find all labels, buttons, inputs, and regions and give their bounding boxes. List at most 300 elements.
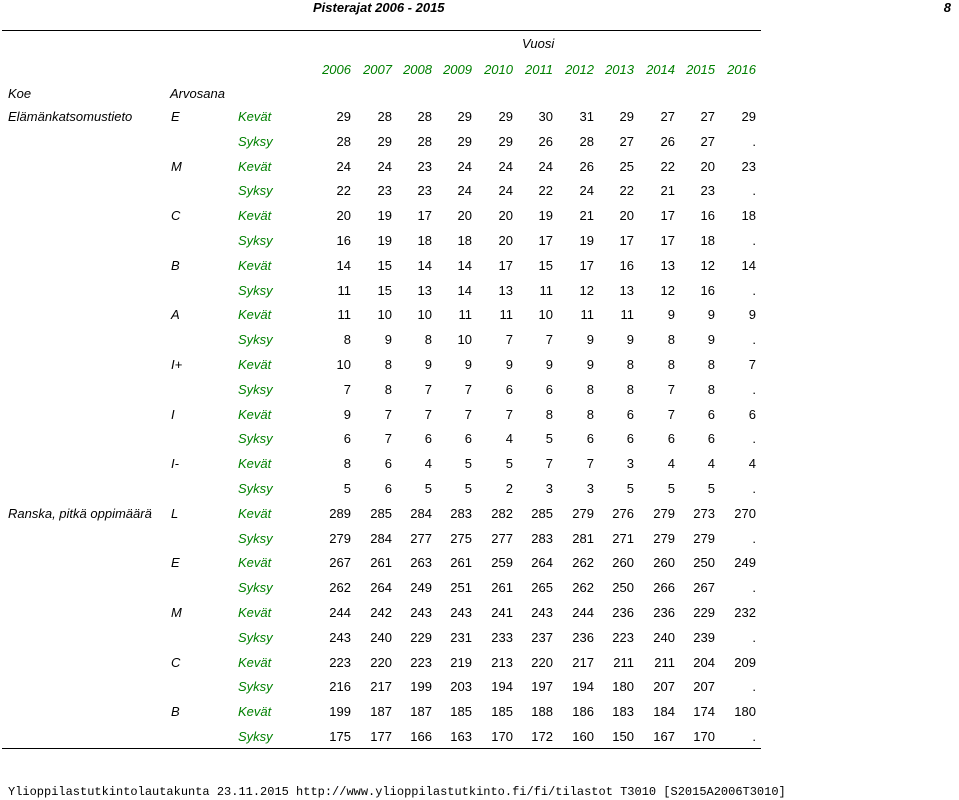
year-header: 2016 [727, 62, 756, 77]
score-cell: 11 [458, 307, 472, 323]
score-cell: 177 [370, 728, 392, 744]
score-cell: 20 [619, 208, 634, 224]
term-label: Syksy [238, 679, 273, 695]
score-cell: 5 [505, 456, 513, 472]
score-cell: 216 [329, 679, 351, 695]
year-header: 2010 [484, 62, 513, 77]
score-cell: 17 [619, 232, 634, 248]
score-cell: 20 [336, 208, 351, 224]
score-cell: 16 [336, 232, 351, 248]
score-cell: 21 [660, 183, 675, 199]
column-header-koe: Koe [8, 86, 32, 101]
score-cell: 24 [498, 183, 513, 199]
score-cell: 27 [700, 109, 715, 124]
term-label: Kevät [238, 456, 272, 472]
score-cell: 24 [457, 158, 472, 174]
score-cell: 4 [748, 456, 756, 472]
score-cell: 14 [457, 257, 472, 273]
score-cell: 3 [545, 480, 553, 496]
score-cell: 14 [741, 257, 756, 273]
score-cell: 15 [377, 282, 392, 298]
score-cell: 29 [377, 133, 392, 149]
score-cell: 8 [667, 356, 675, 372]
score-cell: 160 [572, 728, 594, 744]
score-cell: . [752, 282, 756, 298]
score-cell: 17 [660, 232, 675, 248]
score-cell: 10 [336, 356, 351, 372]
score-cell: 8 [586, 406, 594, 422]
score-cell: 18 [741, 208, 756, 224]
term-label: Syksy [238, 332, 273, 348]
score-cell: 285 [370, 505, 392, 521]
score-cell: 231 [450, 629, 472, 645]
score-cell: 18 [700, 232, 715, 248]
score-cell: 24 [579, 183, 594, 199]
score-cell: . [752, 580, 756, 596]
footer-source: Ylioppilastutkintolautakunta 23.11.2015 http://www.ylioppilastutkinto.fi/fi/tilastot T3010 [S2015A2006T3010] [8, 785, 786, 799]
score-cell: 6 [505, 381, 513, 397]
score-cell: 22 [538, 183, 553, 199]
term-label: Syksy [238, 580, 273, 596]
score-cell: 17 [498, 257, 513, 273]
score-cell: 11 [539, 282, 553, 298]
year-header: 2011 [525, 62, 553, 77]
score-cell: 6 [707, 406, 715, 422]
score-cell: 6 [464, 431, 472, 447]
score-cell: 9 [707, 332, 715, 348]
score-cell: 6 [343, 431, 351, 447]
score-cell: 29 [457, 109, 472, 124]
score-cell: 9 [464, 356, 472, 372]
grade-label: B [171, 704, 180, 720]
score-cell: 7 [505, 406, 513, 422]
table-row [0, 507, 959, 532]
grade-label: A [171, 307, 180, 323]
score-cell: 24 [336, 158, 351, 174]
grade-label: C [171, 208, 181, 224]
score-cell: 15 [377, 257, 392, 273]
score-cell: 5 [424, 480, 432, 496]
score-cell: 267 [329, 555, 351, 571]
score-cell: 26 [538, 133, 553, 149]
score-cell: 170 [491, 728, 513, 744]
score-cell: 187 [410, 704, 432, 720]
table-row [0, 209, 959, 234]
score-cell: 26 [579, 158, 594, 174]
score-cell: 194 [491, 679, 513, 695]
score-cell: 7 [667, 381, 675, 397]
score-cell: 9 [707, 307, 715, 323]
term-label: Kevät [238, 109, 272, 124]
score-cell: 7 [343, 381, 351, 397]
score-cell: 174 [693, 704, 715, 720]
score-cell: 25 [619, 158, 634, 174]
table-row [0, 656, 959, 681]
term-label: Syksy [238, 183, 273, 199]
score-cell: 6 [384, 456, 392, 472]
score-cell: 9 [586, 356, 594, 372]
score-cell: 16 [619, 257, 634, 273]
score-cell: 29 [498, 109, 513, 124]
score-cell: 23 [377, 183, 392, 199]
score-cell: 277 [410, 530, 432, 546]
score-cell: 183 [612, 704, 634, 720]
score-cell: 220 [370, 654, 392, 670]
score-cell: 24 [538, 158, 553, 174]
term-label: Kevät [238, 555, 272, 571]
score-cell: 283 [450, 505, 472, 521]
score-cell: 8 [667, 332, 675, 348]
table-row [0, 383, 959, 408]
term-label: Kevät [238, 406, 272, 422]
score-cell: 22 [660, 158, 675, 174]
bottom-rule [2, 748, 761, 749]
score-cell: 244 [329, 604, 351, 620]
score-cell: 10 [417, 307, 432, 323]
score-cell: . [752, 431, 756, 447]
score-cell: 261 [491, 580, 513, 596]
score-cell: 217 [572, 654, 594, 670]
score-cell: 260 [653, 555, 675, 571]
score-cell: 204 [693, 654, 715, 670]
table-row [0, 730, 959, 755]
score-cell: 27 [700, 133, 715, 149]
score-cell: 9 [626, 332, 634, 348]
score-cell: 260 [612, 555, 634, 571]
score-cell: 6 [626, 431, 634, 447]
score-cell: 172 [531, 728, 553, 744]
score-cell: 243 [531, 604, 553, 620]
score-cell: 249 [734, 555, 756, 571]
score-cell: 4 [707, 456, 715, 472]
table-row [0, 532, 959, 557]
subject-label: Elämänkatsomustieto [8, 109, 133, 124]
score-cell: 7 [545, 332, 553, 348]
score-cell: 10 [538, 307, 553, 323]
score-cell: 13 [498, 282, 513, 298]
score-cell: 211 [654, 654, 675, 670]
year-header: 2014 [646, 62, 675, 77]
score-cell: 223 [410, 654, 432, 670]
score-cell: 262 [572, 580, 594, 596]
score-cell: 233 [491, 629, 513, 645]
score-cell: 7 [545, 456, 553, 472]
score-cell: 249 [410, 580, 432, 596]
term-label: Kevät [238, 604, 272, 620]
score-cell: 30 [538, 109, 553, 124]
table-row [0, 408, 959, 433]
score-cell: 19 [538, 208, 553, 224]
score-cell: 8 [586, 381, 594, 397]
score-cell: 267 [693, 580, 715, 596]
score-cell: 29 [619, 109, 634, 124]
score-cell: 199 [410, 679, 432, 695]
score-cell: 8 [545, 406, 553, 422]
score-cell: 5 [667, 480, 675, 496]
score-cell: 7 [464, 381, 472, 397]
score-cell: 6 [667, 431, 675, 447]
score-cell: 8 [384, 356, 392, 372]
score-cell: 275 [450, 530, 472, 546]
score-cell: 273 [693, 505, 715, 521]
score-cell: 11 [620, 307, 634, 323]
score-cell: 180 [612, 679, 634, 695]
score-cell: 20 [498, 208, 513, 224]
score-cell: 12 [660, 282, 675, 298]
score-cell: 12 [579, 282, 594, 298]
table-row [0, 234, 959, 259]
score-cell: 16 [700, 282, 715, 298]
table-row [0, 333, 959, 358]
term-label: Syksy [238, 381, 273, 397]
score-cell: 285 [531, 505, 553, 521]
score-cell: 8 [343, 456, 351, 472]
score-cell: 232 [734, 604, 756, 620]
table-row [0, 110, 959, 135]
table-row [0, 606, 959, 631]
score-cell: 5 [626, 480, 634, 496]
term-label: Kevät [238, 654, 272, 670]
score-cell: 3 [586, 480, 594, 496]
score-cell: 7 [505, 332, 513, 348]
table-row [0, 160, 959, 185]
score-cell: 261 [450, 555, 472, 571]
top-rule [2, 30, 761, 31]
score-cell: 239 [693, 629, 715, 645]
score-cell: 264 [370, 580, 392, 596]
score-cell: 207 [653, 679, 675, 695]
term-label: Kevät [238, 505, 272, 521]
grade-label: I [171, 406, 175, 422]
score-cell: 9 [586, 332, 594, 348]
score-cell: 166 [410, 728, 432, 744]
table-row [0, 259, 959, 284]
score-cell: 236 [572, 629, 594, 645]
year-header-row [0, 62, 959, 76]
score-cell: 17 [660, 208, 675, 224]
score-cell: 28 [579, 133, 594, 149]
score-cell: 14 [417, 257, 432, 273]
score-cell: 261 [370, 555, 392, 571]
score-cell: 7 [384, 406, 392, 422]
score-cell: 266 [653, 580, 675, 596]
score-cell: 17 [579, 257, 594, 273]
score-cell: 240 [653, 629, 675, 645]
score-cell: 240 [370, 629, 392, 645]
score-cell: 8 [707, 356, 715, 372]
score-cell: 17 [538, 232, 553, 248]
score-cell: 7 [424, 381, 432, 397]
grade-label: E [171, 109, 180, 124]
grade-label: L [171, 505, 179, 521]
score-cell: 29 [741, 109, 756, 124]
grade-label: B [171, 257, 180, 273]
score-cell: 243 [329, 629, 351, 645]
score-cell: 279 [653, 505, 675, 521]
score-cell: 22 [336, 183, 351, 199]
score-cell: 7 [384, 431, 392, 447]
table-row [0, 184, 959, 209]
score-cell: 3 [626, 456, 634, 472]
score-cell: 18 [457, 232, 472, 248]
score-cell: 262 [572, 555, 594, 571]
score-cell: 11 [499, 307, 513, 323]
score-cell: 265 [531, 580, 553, 596]
term-label: Syksy [238, 282, 273, 298]
score-cell: 251 [450, 580, 472, 596]
score-cell: 11 [337, 282, 351, 298]
score-cell: 170 [693, 728, 715, 744]
score-cell: 6 [424, 431, 432, 447]
score-cell: 223 [612, 629, 634, 645]
score-cell: 150 [612, 728, 634, 744]
score-cell: 203 [450, 679, 472, 695]
score-cell: 19 [377, 232, 392, 248]
table-row [0, 705, 959, 730]
grade-label: I+ [171, 356, 183, 372]
grade-label: M [171, 158, 182, 174]
score-cell: 9 [667, 307, 675, 323]
score-cell: 11 [580, 307, 594, 323]
score-cell: 19 [579, 232, 594, 248]
score-cell: 22 [619, 183, 634, 199]
score-cell: 199 [329, 704, 351, 720]
term-label: Kevät [238, 208, 272, 224]
score-cell: 6 [748, 406, 756, 422]
score-cell: 243 [410, 604, 432, 620]
table-row [0, 432, 959, 457]
score-cell: . [752, 232, 756, 248]
term-label: Kevät [238, 704, 272, 720]
score-cell: 279 [329, 530, 351, 546]
score-cell: 276 [612, 505, 634, 521]
grade-label: E [171, 555, 180, 571]
score-cell: 220 [531, 654, 553, 670]
score-cell: 9 [384, 332, 392, 348]
grade-label: M [171, 604, 182, 620]
grade-label: C [171, 654, 181, 670]
score-cell: 237 [531, 629, 553, 645]
score-cell: 217 [370, 679, 392, 695]
term-label: Syksy [238, 629, 273, 645]
score-cell: . [752, 381, 756, 397]
score-cell: 20 [457, 208, 472, 224]
score-cell: 26 [660, 133, 675, 149]
year-header: 2013 [605, 62, 634, 77]
score-cell: 213 [491, 654, 513, 670]
year-header: 2015 [686, 62, 715, 77]
score-cell: 10 [457, 332, 472, 348]
score-cell: 10 [377, 307, 392, 323]
score-cell: 19 [377, 208, 392, 224]
score-cell: 197 [531, 679, 553, 695]
score-cell: 188 [531, 704, 553, 720]
score-cell: 27 [660, 109, 675, 124]
subject-label: Ranska, pitkä oppimäärä [8, 505, 152, 521]
score-cell: 7 [748, 356, 756, 372]
score-cell: 29 [457, 133, 472, 149]
score-cell: 219 [450, 654, 472, 670]
score-cell: 24 [498, 158, 513, 174]
score-cell: 2 [505, 480, 513, 496]
score-cell: 250 [693, 555, 715, 571]
score-cell: 9 [545, 356, 553, 372]
score-cell: 7 [464, 406, 472, 422]
score-cell: . [752, 183, 756, 199]
score-cell: . [752, 728, 756, 744]
score-cell: 209 [734, 654, 756, 670]
year-group-label: Vuosi [522, 36, 555, 51]
table-row [0, 135, 959, 160]
score-cell: 194 [572, 679, 594, 695]
score-cell: 8 [384, 381, 392, 397]
score-cell: 14 [457, 282, 472, 298]
score-table [0, 110, 959, 755]
term-label: Kevät [238, 257, 272, 273]
score-cell: 289 [329, 505, 351, 521]
score-cell: 262 [329, 580, 351, 596]
score-cell: 6 [586, 431, 594, 447]
score-cell: 5 [545, 431, 553, 447]
score-cell: 244 [572, 604, 594, 620]
score-cell: 180 [734, 704, 756, 720]
score-cell: 9 [748, 307, 756, 323]
score-cell: 17 [417, 208, 432, 224]
score-cell: . [752, 530, 756, 546]
table-row [0, 482, 959, 507]
score-cell: 8 [424, 332, 432, 348]
score-cell: . [752, 332, 756, 348]
score-cell: 9 [505, 356, 513, 372]
table-row [0, 457, 959, 482]
score-cell: 6 [707, 431, 715, 447]
table-row [0, 581, 959, 606]
score-cell: 9 [343, 406, 351, 422]
score-cell: 23 [417, 183, 432, 199]
score-cell: 270 [734, 505, 756, 521]
score-cell: 4 [424, 456, 432, 472]
score-cell: 13 [619, 282, 634, 298]
score-cell: 250 [612, 580, 634, 596]
term-label: Syksy [238, 431, 273, 447]
term-label: Syksy [238, 133, 273, 149]
score-cell: 7 [424, 406, 432, 422]
score-cell: 6 [545, 381, 553, 397]
table-row [0, 358, 959, 383]
score-cell: 8 [626, 356, 634, 372]
score-cell: 271 [612, 530, 634, 546]
score-cell: 13 [660, 257, 675, 273]
score-cell: 8 [343, 332, 351, 348]
score-cell: 229 [693, 604, 715, 620]
grade-label: I- [171, 456, 179, 472]
term-label: Syksy [238, 232, 273, 248]
score-cell: 4 [505, 431, 513, 447]
score-cell: 7 [586, 456, 594, 472]
score-cell: 242 [370, 604, 392, 620]
year-header: 2009 [443, 62, 472, 77]
score-cell: 6 [384, 480, 392, 496]
score-cell: 28 [336, 133, 351, 149]
year-header: 2012 [565, 62, 594, 77]
score-cell: 23 [700, 183, 715, 199]
term-label: Kevät [238, 307, 272, 323]
score-cell: 284 [410, 505, 432, 521]
score-cell: . [752, 480, 756, 496]
page-number: 8 [943, 0, 951, 15]
score-cell: 243 [450, 604, 472, 620]
score-cell: 281 [572, 530, 594, 546]
